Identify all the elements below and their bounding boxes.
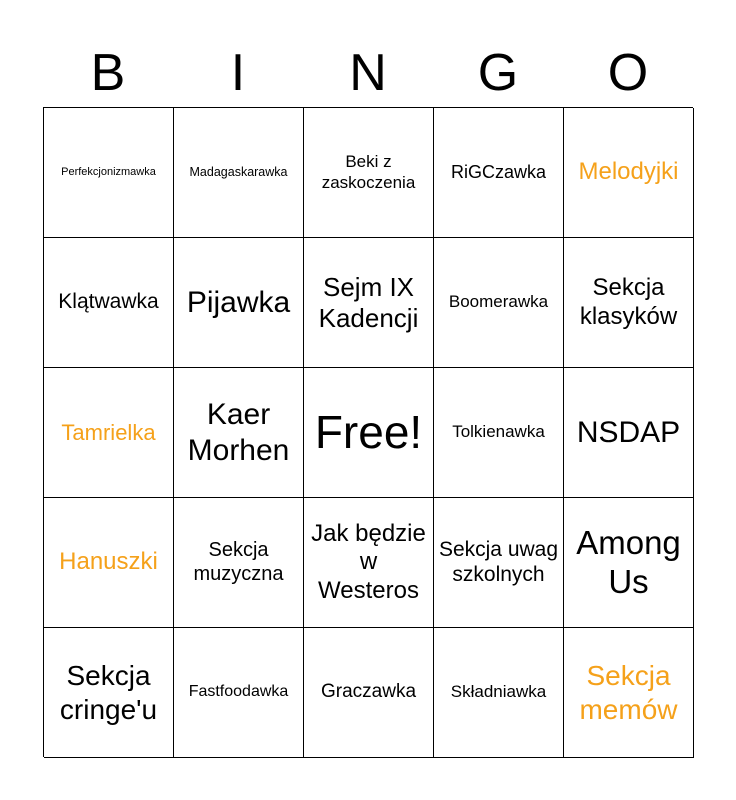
header-letter-n: N [349, 44, 387, 102]
bingo-cell[interactable] [304, 498, 434, 628]
free-space-label: Free! [314, 406, 423, 459]
bingo-cell[interactable] [44, 498, 174, 628]
cell-label: Jak będzie w Westeros [311, 520, 426, 604]
bingo-cell[interactable] [434, 108, 564, 238]
bingo-cell[interactable] [564, 628, 694, 758]
header-letter-g: G [477, 44, 519, 102]
bingo-cell[interactable] [434, 238, 564, 368]
cell-label: Sekcja muzyczna [193, 538, 284, 585]
bingo-cell[interactable] [564, 108, 694, 238]
header-letter-o: O [607, 44, 649, 102]
cell-label: Beki z zaskoczenia [321, 152, 416, 192]
bingo-cell[interactable] [174, 238, 304, 368]
cell-label: Tolkienawka [452, 422, 545, 442]
bingo-cell[interactable] [304, 628, 434, 758]
cell-label: Melodyjki [578, 158, 679, 186]
bingo-cell[interactable] [174, 628, 304, 758]
cell-label: Madagaskarawka [189, 165, 288, 180]
cell-label: Sekcja memów [579, 660, 678, 725]
bingo-cell[interactable] [304, 238, 434, 368]
header-letter-b: B [90, 44, 126, 102]
cell-label: Graczawka [320, 681, 417, 703]
cell-label: Składniawka [450, 682, 547, 702]
cell-label: NSDAP [576, 415, 681, 449]
cell-label: Fastfoodawka [188, 683, 289, 701]
cell-label: Hanuszki [59, 548, 158, 576]
header-letter-i: I [230, 44, 246, 102]
cell-label: Sekcja cringe'u [59, 660, 158, 725]
cell-label: Boomerawka [448, 292, 549, 312]
cell-label: Among Us [576, 523, 681, 600]
bingo-card-grid [43, 107, 693, 757]
bingo-cell[interactable] [174, 498, 304, 628]
bingo-cell[interactable] [44, 238, 174, 368]
cell-label: Sekcja klasyków [579, 274, 678, 330]
bingo-cell[interactable] [304, 108, 434, 238]
bingo-cell[interactable] [44, 628, 174, 758]
bingo-cell[interactable] [174, 108, 304, 238]
bingo-cell[interactable] [564, 238, 694, 368]
cell-label: Pijawka [186, 285, 291, 319]
cell-label: Tamrielka [61, 419, 156, 445]
bingo-cell[interactable] [434, 498, 564, 628]
bingo-cell-free-space[interactable] [304, 368, 434, 498]
cell-label: Sekcja uwag szkolnych [438, 537, 559, 586]
cell-label: Kaer Morhen [187, 398, 290, 467]
cell-label: RiGCzawka [450, 161, 547, 182]
bingo-cell[interactable] [434, 368, 564, 498]
bingo-cell[interactable] [44, 108, 174, 238]
bingo-cell[interactable] [434, 628, 564, 758]
bingo-cell[interactable] [564, 368, 694, 498]
cell-label: Klątwawka [58, 290, 159, 314]
bingo-cell[interactable] [174, 368, 304, 498]
bingo-header [43, 38, 693, 108]
bingo-cell[interactable] [564, 498, 694, 628]
cell-label: Perfekcjonizmawka [61, 166, 156, 179]
bingo-cell[interactable] [44, 368, 174, 498]
cell-label: Sejm IX Kadencji [318, 271, 419, 333]
